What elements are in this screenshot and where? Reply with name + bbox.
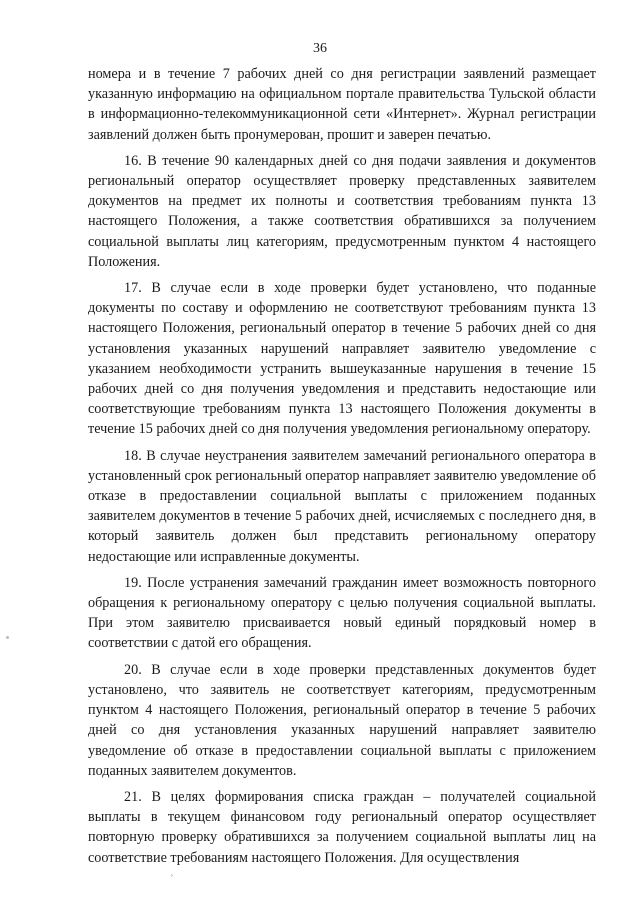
page-number: 36: [313, 41, 327, 56]
scan-speck: [6, 636, 9, 639]
paragraph-20: 20. В случае если в ходе проверки представленных документов будет установлено, что заявитель не соответствует категориям, предусмотренным пунктом 4 настоящего Положения, региональный оператор в течение 5 рабочих дней со дня установления указанных нарушений направляет заявителю уведомление об отказе в предоставлении социальной выплаты с приложением поданных заявителем документов.: [88, 661, 596, 779]
paragraph-18: 18. В случае неустранения заявителем замечаний регионального оператора в установленный срок региональный оператор направляет заявителю уведомление об отказе в предоставлении социальной выплаты с приложением поданных заявителем документов в течение 5 рабочих дней, исчисляемых с последнего дня, в который заявитель должен был представить региональному оператору недостающие или исправленные документы.: [88, 447, 596, 565]
scan-smudge-mark: ˒: [170, 868, 174, 880]
paragraph-21: 21. В целях формирования списка граждан – получателей социальной выплаты в текущем финансовом году региональный оператор осуществляет повторную проверку обратившихся за получением социальной выплаты лиц на соответствие требованиям настоящего Положения. Для осуществления: [88, 788, 596, 866]
document-body: [88, 64, 596, 874]
paragraph-17: 17. В случае если в ходе проверки будет установлено, что поданные документы по составу и оформлению не соответствуют требованиям пункта 13 настоящего Положения, региональный оператор в течение 5 рабочих дней со дня установления указанных нарушений направляет заявителю уведомление с указанием необходимости устранить вышеуказанные нарушения в течение 15 рабочих дней со дня получения уведомления и представить недостающие или соответствующие требованиям пункта 13 настоящего Положения документы в течение 15 рабочих дней со дня получения уведомления региональному оператору.: [88, 280, 596, 438]
paragraph-continuation: номера и в течение 7 рабочих дней со дня регистрации заявлений размещает указанную информацию на официальном портале правительства Тульской области в информационно-телекоммуникационной сети «Интернет». Журнал регистрации заявлений должен быть пронумерован, прошит и заверен печатью.: [88, 66, 596, 143]
paragraph-19: 19. После устранения замечаний гражданин имеет возможность повторного обращения к региональному оператору с целью получения социальной выплаты. При этом заявителю присваивается новый единый порядковый номер в соответствии с датой его обращения.: [88, 574, 596, 652]
paragraph-16: 16. В течение 90 календарных дней со дня подачи заявления и документов региональный оператор осуществляет проверку представленных заявителем документов на предмет их полноты и соответствия требованиям пункта 13 настоящего Положения, а также соответствия обратившихся за получением социальной выплаты лиц категориям, предусмотренным пунктом 4 настоящего Положения.: [88, 152, 596, 270]
